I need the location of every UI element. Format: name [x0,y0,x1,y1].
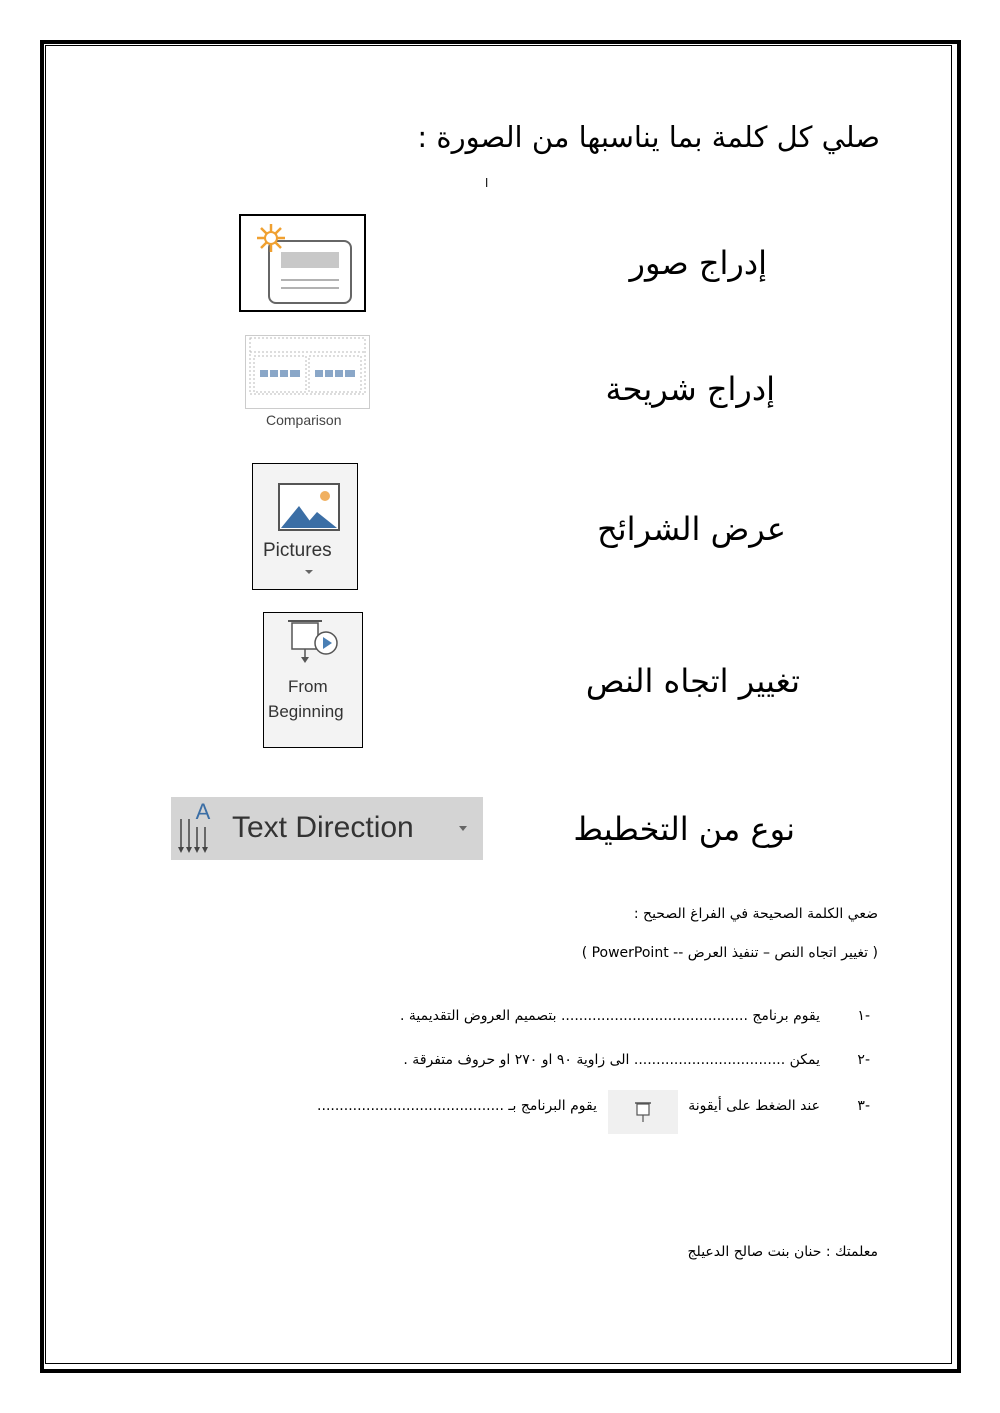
fill-in-heading: ضعي الكلمة الصحيحة في الفراغ الصحيح : [633,906,878,922]
pictures-icon [253,464,357,534]
pictures-caption: Pictures [263,540,332,561]
page-border-inner [45,45,952,1364]
presentation-screen-icon [264,613,362,673]
question-3-part-b: يقوم البرنامج بـ .......................................... [317,1098,597,1114]
chevron-down-icon [459,826,467,831]
new-slide-image [239,214,366,312]
text-direction-icon [171,797,231,860]
pictures-button-image [252,463,358,590]
page-title: صلي كل كلمة بما يناسبها من الصورة : [417,120,880,154]
stray-mark: ا [485,176,489,190]
new-slide-icon [241,216,364,310]
comparison-layout-image [245,335,370,428]
word-bank: ( PowerPoint -- تغيير اتجاه النص – تنفيذ العرض ) [581,945,878,961]
dropdown-arrow-icon [305,570,313,574]
from-caption: From [288,677,328,696]
teacher-signature: معلمتك : حنان بنت صالح الدعيلج [687,1244,878,1260]
question-3-number: ٣- [857,1098,870,1114]
word-slideshow: عرض الشرائح [597,510,786,548]
from-beginning-button-image [263,612,363,748]
beginning-caption: Beginning [268,702,344,721]
word-text-direction: تغيير اتجاه النص [585,662,800,700]
comparison-caption: Comparison [266,412,342,428]
svg-text:A: A [195,799,211,824]
slideshow-icon-box [608,1090,678,1134]
question-2-number: ٢- [857,1052,870,1068]
word-insert-slide: إدراج شريحة [605,370,775,408]
text-direction-button-image [171,797,483,860]
question-3-part-a: عند الضغط على أيقونة [688,1098,820,1114]
word-layout-type: نوع من التخطيط [573,810,795,848]
slideshow-icon [608,1090,678,1134]
question-1-number: ١- [857,1008,870,1024]
word-insert-pictures: إدراج صور [629,244,767,282]
text-direction-caption: Text Direction [232,811,414,844]
question-2: يمكن .................................. الى زاوية ٩٠ او ٢٧٠ او حروف متفرقة . [403,1052,820,1068]
comparison-layout-icon [246,336,369,396]
question-1: يقوم برنامج .......................................... بتصميم العروض التقديمية . [399,1008,820,1024]
